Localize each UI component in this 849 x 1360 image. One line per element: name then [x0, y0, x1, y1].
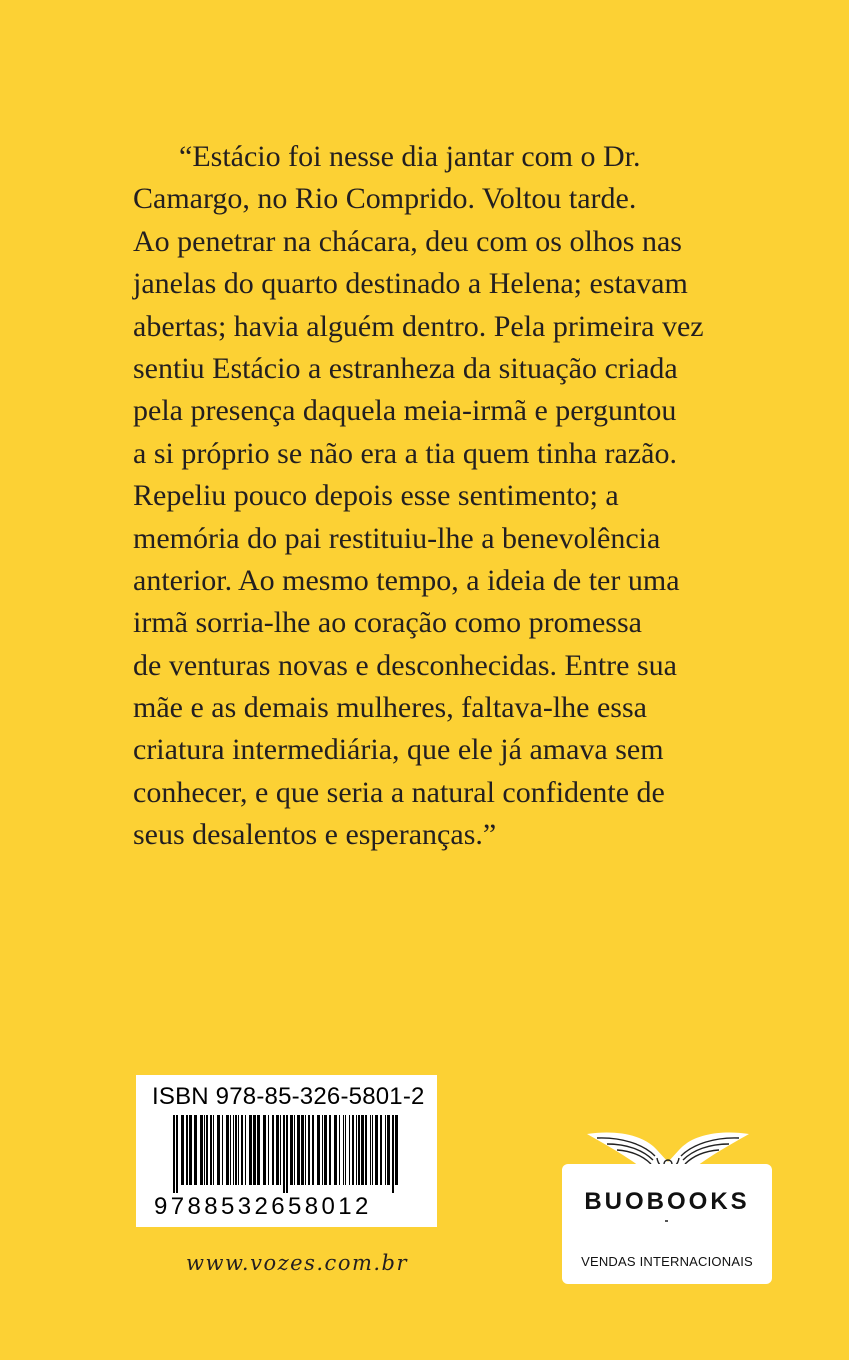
- barcode-bar: [210, 1115, 212, 1185]
- quote-line: janelas do quarto destinado a Helena; estavam: [133, 267, 688, 301]
- barcode-bar: [375, 1115, 378, 1185]
- barcode-bar: [238, 1115, 239, 1185]
- barcode-bar: [241, 1115, 243, 1185]
- quote-line: sentiu Estácio a estranheza da situação criada: [133, 351, 678, 385]
- logo-name: BUOBOOKS: [584, 1188, 750, 1215]
- barcode-bar: [268, 1115, 269, 1185]
- quote-line: conhecer, e que seria a natural confidente de: [133, 775, 665, 809]
- barcode-bar: [290, 1115, 293, 1185]
- barcode-bar: [204, 1115, 205, 1185]
- barcode-bar: [305, 1115, 306, 1185]
- barcode-bar: [181, 1115, 184, 1185]
- barcode-bar: [385, 1115, 386, 1185]
- barcode-bar: [257, 1115, 260, 1185]
- barcode-bar: [334, 1115, 337, 1185]
- quote-line: pela presença daquela meia-irmã e perguntou: [133, 394, 677, 428]
- barcode-bar: [226, 1115, 229, 1185]
- barcode-bar: [308, 1115, 310, 1185]
- publisher-website: www.vozes.com.br: [186, 1251, 409, 1275]
- barcode-bar: [339, 1115, 340, 1185]
- barcode-bar: [329, 1115, 331, 1185]
- isbn-label: ISBN 978-85-326-5801-2: [152, 1083, 425, 1110]
- quote-line: memória do pai restituiu-lhe a benevolência: [133, 521, 661, 555]
- quote-line: abertas; havia alguém dentro. Pela primeira vez: [133, 309, 704, 343]
- barcode-bar: [297, 1115, 300, 1185]
- barcode-bar: [222, 1115, 223, 1185]
- barcode-bar: [263, 1115, 266, 1185]
- quote-line: Ao penetrar na chácara, deu com os olhos nas: [133, 224, 682, 258]
- quote-line: “Estácio foi nesse dia jantar com o Dr.: [179, 140, 641, 173]
- barcode-bar: [312, 1115, 314, 1185]
- barcode-bar: [380, 1115, 382, 1185]
- barcode-bar: [317, 1115, 320, 1185]
- buobooks-logo: [562, 1164, 772, 1284]
- barcode-bar: [361, 1115, 364, 1185]
- barcode-bar: [322, 1115, 323, 1185]
- quote-line: irmã sorria-lhe ao coração como promessa: [133, 606, 642, 640]
- barcode-bar: [324, 1115, 327, 1185]
- barcode-bar: [230, 1115, 231, 1185]
- barcode-bar: [283, 1115, 285, 1193]
- barcode-bar: [272, 1115, 274, 1185]
- barcode-bar: [395, 1115, 398, 1185]
- barcode-bar: [189, 1115, 192, 1185]
- barcode-bar: [186, 1115, 188, 1185]
- barcode-bar: [176, 1115, 178, 1193]
- quote-line: a si próprio se não era a tia quem tinha razão.: [133, 436, 677, 470]
- barcode-bar: [173, 1115, 175, 1193]
- barcode-bar: [213, 1115, 214, 1185]
- barcode-bar: [235, 1115, 237, 1185]
- quote-line: Repeliu pouco depois esse sentimento; a: [133, 479, 619, 513]
- barcode-bar: [392, 1115, 394, 1193]
- barcode-bar: [276, 1115, 279, 1185]
- barcode-bar: [206, 1115, 208, 1185]
- barcode-bar: [352, 1115, 354, 1185]
- barcode-bar: [194, 1115, 197, 1185]
- barcode-bar: [365, 1115, 367, 1185]
- barcode-bar: [301, 1115, 304, 1185]
- quote-line: anterior. Ao mesmo tempo, a ideia de ter uma: [133, 563, 680, 597]
- barcode-bar: [280, 1115, 281, 1185]
- barcode-digits: 9788532658012: [154, 1193, 372, 1220]
- barcode-bar: [249, 1115, 252, 1185]
- barcode-bar: [217, 1115, 220, 1185]
- barcode-bar: [253, 1115, 256, 1185]
- quote-line: de venturas novas e desconhecidas. Entre sua: [133, 648, 677, 682]
- quote-line: mãe e as demais mulheres, faltava-lhe essa: [133, 691, 647, 725]
- barcode-icon: [173, 1115, 401, 1193]
- barcode-bar: [343, 1115, 344, 1185]
- logo-divider: [665, 1220, 668, 1222]
- barcode-bar: [387, 1115, 390, 1185]
- quote-line: seus desalentos e esperanças.”: [133, 818, 497, 852]
- barcode-bar: [200, 1115, 203, 1185]
- barcode-bar: [245, 1115, 246, 1185]
- barcode-bar: [286, 1115, 288, 1193]
- quote-line: criatura intermediária, que ele já amava sem: [133, 733, 664, 767]
- barcode-bar: [358, 1115, 360, 1185]
- isbn-barcode-box: [136, 1075, 437, 1227]
- logo-subtitle: VENDAS INTERNACIONAIS: [581, 1254, 753, 1269]
- barcode-bar: [372, 1115, 373, 1185]
- barcode-bar: [349, 1115, 350, 1185]
- barcode-bar: [345, 1115, 346, 1185]
- barcode-bar: [370, 1115, 371, 1185]
- barcode-bar: [233, 1115, 234, 1185]
- barcode-bar: [356, 1115, 357, 1185]
- quote-line: Camargo, no Rio Comprido. Voltou tarde.: [133, 182, 637, 216]
- barcode-bar: [294, 1115, 295, 1185]
- back-cover-quote: [133, 136, 753, 857]
